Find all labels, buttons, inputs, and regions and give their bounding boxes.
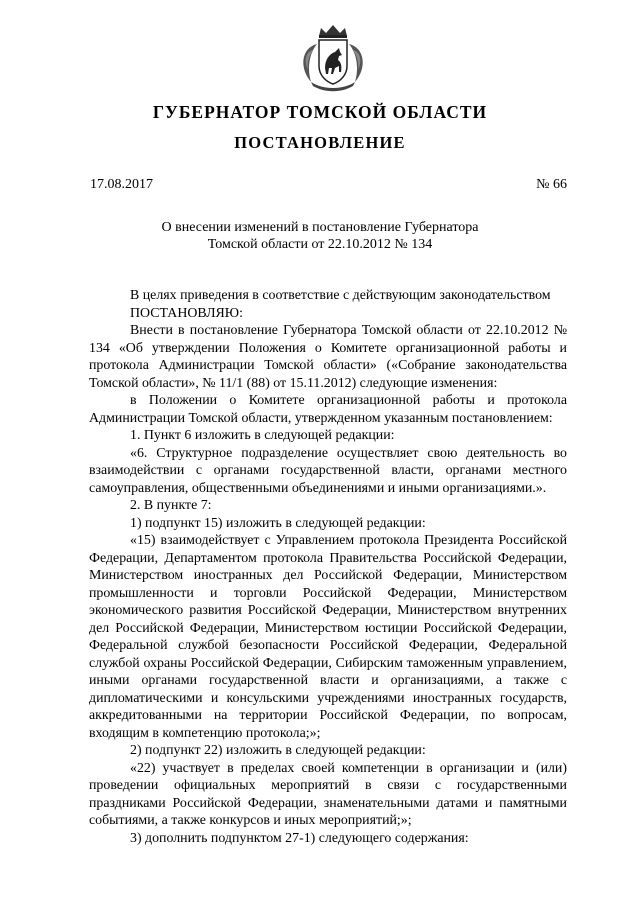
body-paragraph: 1) подпункт 15) изложить в следующей редакции: bbox=[130, 515, 426, 531]
body-paragraph: 1. Пункт 6 изложить в следующей редакции: bbox=[130, 428, 395, 443]
body-paragraph: В целях приведения в соответствие с действующим законодательством bbox=[130, 288, 551, 303]
body-paragraph: 2. В пункте 7: bbox=[130, 498, 212, 513]
coat-of-arms-emblem bbox=[295, 22, 371, 94]
body-paragraph: «22) участвует в пределах своей компетенции в организации и (или) проведении официальных мероприятий в связи с государственными праздниками Российской Федерации, знаменательными датами и памятными событиями, а также конкурсов и иных мероприятий;»; bbox=[89, 760, 567, 828]
body-paragraph: ПОСТАНОВЛЯЮ: bbox=[130, 305, 243, 321]
body-paragraph: 2) подпункт 22) изложить в следующей редакции: bbox=[130, 743, 426, 758]
document-date: 17.08.2017 bbox=[90, 177, 153, 192]
subject-line: Томской области от 22.10.2012 № 134 bbox=[207, 237, 433, 252]
document-number: № 66 bbox=[536, 177, 567, 192]
body-paragraph: «6. Структурное подразделение осуществляет свою деятельность во взаимодействии с органами государственной власти, органами местного самоуправления, общественными объединениями и иными организациями.». bbox=[89, 445, 567, 496]
document-subject bbox=[0, 219, 640, 253]
subject-line: О внесении изменений в постановление Губернатора bbox=[161, 220, 479, 235]
body-paragraph: «15) взаимодействует с Управлением протокола Президента Российской Федерации, Департаментом протокола Правительства Российской Федерации, Министерством иностранных дел Российской Федерации, Министерством промышленности и торговли Российской Федерации, Министерством экономического развития Российской Федерации, Министерством внутренних дел Российской Федерации, Министерством юстиции Российской Федерации, Федеральной службой безопасности Российской Федерации, Федеральной службой охраны Российской Федерации, Сибирским таможенным управлением, иными органами государственной власти и организациями, а также с дипломатическими и консульскими учреждениями иностранных государств, аккредитованными на территории Российской Федерации, по вопросам, входящим в компетенцию протокола;»; bbox=[89, 533, 567, 741]
body-paragraph: в Положении о Комитете организационной работы и протокола Администрации Томской области, утвержденном указанным постановлением: bbox=[89, 393, 567, 426]
document-body bbox=[89, 287, 567, 847]
document-type-title: ПОСТАНОВЛЕНИЕ bbox=[234, 133, 406, 152]
organization-title: ГУБЕРНАТОР ТОМСКОЙ ОБЛАСТИ bbox=[152, 102, 488, 122]
body-paragraph: Внести в постановление Губернатора Томской области от 22.10.2012 № 134 «Об утверждении Положения о Комитете организационной работы и протокола Администрации Томской области» («Собрание законодательства Томской области», № 11/1 (88) от 15.11.2012) следующие изменения: bbox=[89, 323, 567, 391]
body-paragraph: 3) дополнить подпунктом 27-1) следующего содержания: bbox=[130, 830, 469, 846]
